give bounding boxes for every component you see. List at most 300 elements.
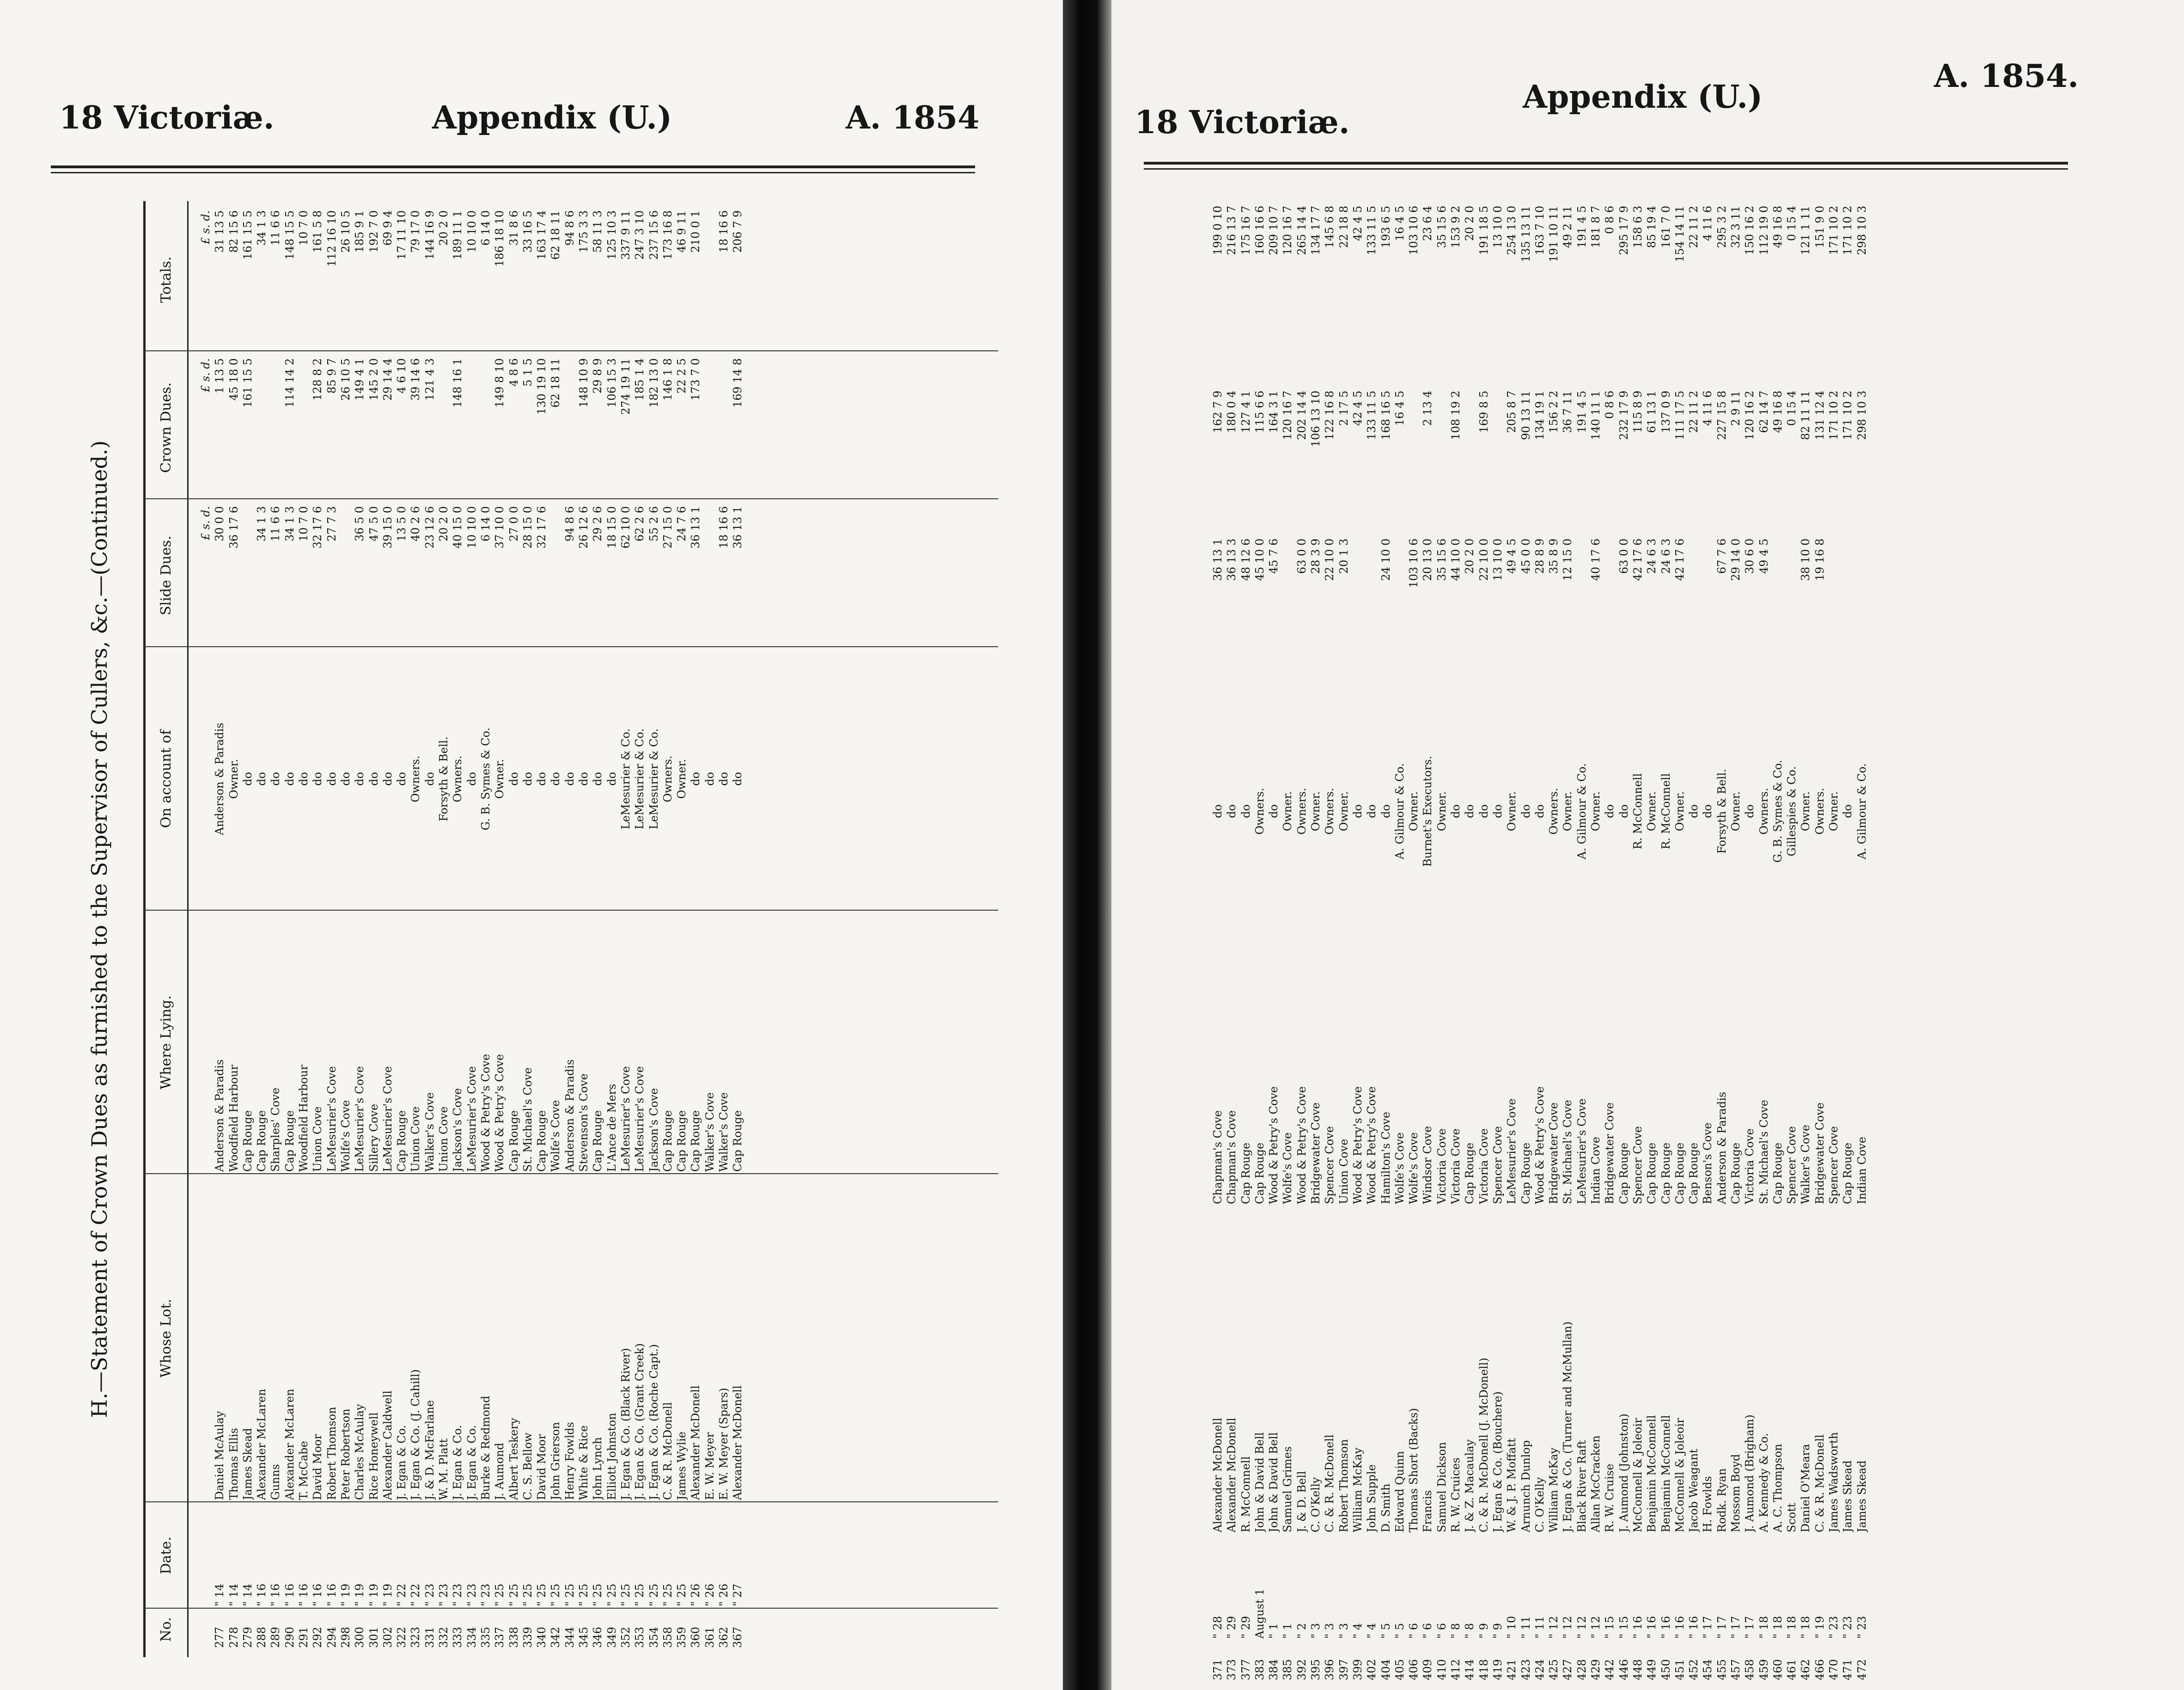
row-where-lying: Spencer Cove [1785,1126,1799,1204]
row-date: " 1 [1281,1623,1294,1639]
row-whose-lot: R. McConnell [1239,1456,1252,1532]
row-where-lying: Victoria Cove [1449,1128,1463,1204]
row-crown-dues: 298 10 3 [1855,391,1868,440]
row-total: 0 15 4 [1785,206,1799,241]
row-slide-dues: 42 17 6 [1673,539,1686,581]
row-number: 301 [367,1627,380,1648]
row-whose-lot: James Wylie [675,1431,689,1500]
row-date: " 25 [577,1583,591,1606]
row-date: " 17 [1729,1616,1742,1639]
table-row [493,201,506,1657]
row-whose-lot: Allan McCracken [1589,1435,1603,1532]
row-on-account-of: do [311,772,324,786]
row-whose-lot: McConnell & Joleoir [1631,1418,1644,1532]
crown-dues-table [87,201,998,1657]
row-total: 62 18 11 [549,210,562,260]
row-crown-dues: 227 15 8 [1715,391,1728,440]
row-total: 209 10 7 [1267,206,1281,255]
table-row [1449,192,1463,1690]
table-row [1729,192,1743,1690]
row-where-lying: Sharples' Cove [269,1087,282,1172]
row-date: " 25 [507,1583,520,1606]
row-where-lying: Spencer Cove [1491,1126,1504,1204]
row-date: " 25 [535,1583,549,1606]
row-date: " 28 [1211,1616,1224,1639]
row-date: " 12 [1589,1616,1603,1639]
row-where-lying: Hamilton's Cove [1379,1111,1392,1204]
row-date: " 19 [339,1583,352,1606]
row-number: 406 [1407,1659,1421,1680]
row-date: " 25 [591,1583,604,1606]
row-on-account-of: Owner. [1729,791,1742,832]
row-on-account-of: Owners. [1253,788,1266,835]
row-where-lying: Cap Rouge [1687,1142,1701,1204]
row-crown-dues: 173 7 0 [689,358,702,401]
table-row [1827,192,1841,1690]
table-row [1603,192,1617,1690]
header-center: Appendix (U.) [1523,79,1763,116]
row-whose-lot: Henry Fowlds [563,1422,576,1500]
row-total: 191 10 11 [1547,206,1561,263]
row-whose-lot: Gunns [269,1464,282,1500]
row-on-account-of: Owner. [1589,791,1603,832]
table-row [353,201,366,1657]
header-left: 18 Victoriæ. [1135,104,1350,141]
row-date: " 25 [605,1583,618,1606]
row-on-account-of: do [605,772,618,786]
row-crown-dues: 16 4 5 [1393,391,1406,426]
row-number: 455 [1715,1659,1728,1680]
row-total: 216 13 7 [1225,206,1238,255]
table-row [1351,192,1365,1690]
row-whose-lot: Black River Raft [1575,1440,1588,1532]
row-on-account-of: do [717,772,730,786]
table-row [1547,192,1561,1690]
row-whose-lot: A. C. Thompson [1771,1444,1784,1532]
row-crown-dues: 202 14 4 [1295,391,1308,440]
row-whose-lot: J. Egan & Co. (Black River) [619,1348,632,1500]
row-number: 427 [1561,1659,1574,1680]
row-whose-lot: Thomas Short (Backs) [1407,1408,1421,1532]
row-crown-dues: 0 15 4 [1785,391,1799,426]
row-where-lying: Benson's Cove [1701,1122,1714,1204]
row-date: " 16 [283,1583,296,1606]
row-date: " 26 [689,1583,702,1606]
row-whose-lot: J. Aumond (Brigham) [1743,1414,1757,1532]
row-total: 112 16 10 [325,210,338,267]
row-on-account-of: do [255,772,268,786]
row-where-lying: Indian Cove [1589,1137,1603,1204]
row-where-lying: Cap Rouge [1617,1142,1630,1204]
row-where-lying: Wood & Petry's Cove [1295,1086,1308,1204]
table-row [409,201,422,1657]
row-slide-dues: 36 13 3 [1225,539,1238,581]
row-where-lying: Cap Rouge [591,1110,604,1172]
row-on-account-of: do [1701,804,1714,818]
table-row [339,201,353,1657]
row-where-lying: Cap Rouge [507,1110,520,1172]
row-whose-lot: Elliott Johnston [605,1413,618,1500]
row-whose-lot: H. Fowlds [1701,1476,1714,1532]
row-date: " 26 [703,1583,716,1606]
row-number: 418 [1477,1659,1490,1680]
row-number: 373 [1225,1659,1238,1680]
row-date: " 9 [1491,1623,1504,1639]
row-date: " 12 [1561,1616,1574,1639]
row-where-lying: Spencer Cove [1827,1126,1841,1204]
row-whose-lot: C. S. Bellow [521,1433,534,1500]
table-row [297,201,311,1657]
table-row [1771,192,1785,1690]
row-number: 395 [1309,1659,1323,1680]
row-number: 279 [241,1627,254,1648]
row-crown-dues: 162 7 9 [1211,391,1224,433]
row-whose-lot: J. & D. McFarlane [423,1400,436,1500]
row-number: 342 [549,1627,562,1648]
table-row [1645,192,1659,1690]
row-number: 360 [689,1627,702,1648]
row-slide-dues: 42 17 6 [1631,539,1644,581]
row-crown-dues: 149 8 10 [493,358,506,408]
row-on-account-of: Owners. [1295,788,1308,835]
header-rule-thin [1144,168,2068,170]
row-slide-dues: 32 17 6 [535,506,549,549]
row-whose-lot: James Wadsworth [1827,1432,1841,1532]
row-where-lying: Cap Rouge [255,1110,268,1172]
row-on-account-of: do [577,772,591,786]
row-crown-dues: 149 4 1 [353,358,366,401]
row-total: 161 7 0 [1659,206,1672,248]
row-crown-dues: 146 1 8 [661,358,674,401]
row-crown-dues: 131 12 4 [1813,391,1826,440]
row-date: " 16 [1687,1616,1701,1639]
row-number: 302 [381,1627,394,1648]
row-where-lying: Cap Rouge [661,1110,674,1172]
row-total: 161 5 8 [311,210,324,253]
row-number: 402 [1365,1659,1379,1680]
row-date: " 11 [1533,1616,1546,1639]
row-where-lying: LeMesurier's Cove [1575,1098,1588,1204]
row-slide-dues: 62 2 6 [633,506,647,542]
row-number: 300 [353,1627,366,1648]
row-where-lying: Windsor Cove [1421,1126,1434,1204]
header-right: A. 1854. [1934,58,2079,95]
row-date: " 17 [1715,1616,1728,1639]
table-row [1673,192,1687,1690]
row-crown-dues: 36 7 11 [1561,391,1574,433]
row-slide-dues: 18 15 0 [605,506,618,549]
row-on-account-of: Owner. [1799,791,1812,832]
row-date: " 3 [1309,1623,1323,1639]
row-slide-dues: 36 5 0 [353,506,366,542]
row-crown-dues: 45 18 0 [227,358,240,401]
row-where-lying: Walker's Cove [703,1092,716,1172]
row-on-account-of: do [423,772,436,786]
row-crown-dues: 182 13 0 [647,358,660,408]
row-total: 31 13 5 [213,210,226,253]
row-number: 344 [563,1627,576,1648]
row-number: 288 [255,1627,268,1648]
row-whose-lot: W. & J. P. Moffatt [1505,1438,1519,1532]
row-on-account-of: do [549,772,562,786]
row-number: 459 [1757,1659,1770,1680]
row-slide-dues: 27 0 0 [507,506,520,542]
row-slide-dues: 28 15 0 [521,506,534,549]
row-total: 0 8 6 [1603,206,1617,234]
row-slide-dues: 23 12 6 [423,506,436,549]
row-total: 295 3 2 [1715,206,1728,248]
row-date: " 8 [1463,1623,1476,1639]
row-slide-dues: 32 17 6 [311,506,324,549]
row-where-lying: Chapman's Cove [1211,1110,1224,1204]
row-where-lying: LeMesurier's Cove [1505,1098,1519,1204]
row-slide-dues: 13 5 0 [395,506,409,542]
row-number: 298 [339,1627,352,1648]
row-whose-lot: C. & R. McDonell [1323,1434,1336,1532]
row-whose-lot: William McKay [1547,1447,1561,1532]
row-slide-dues: 34 1 3 [255,506,268,542]
left-page [0,0,1063,1690]
column-headers [143,201,189,1657]
row-slide-dues: 20 2 0 [437,506,451,542]
row-crown-dues: 120 16 7 [1281,391,1294,440]
row-whose-lot: Daniel O'Meara [1799,1444,1812,1532]
table-row [1561,192,1574,1690]
table-row [1337,192,1351,1690]
header-right: A. 1854 [846,99,980,136]
row-slide-dues: 62 10 0 [619,506,632,549]
row-number: 371 [1211,1659,1224,1680]
row-total: 175 3 3 [577,210,591,253]
row-number: 471 [1841,1659,1855,1680]
row-whose-lot: David Moor [535,1434,549,1500]
row-crown-dues: 122 16 8 [1323,391,1336,440]
row-where-lying: Wolfe's Cove [1407,1132,1421,1204]
row-where-lying: Wood & Petry's Cove [1533,1086,1546,1204]
row-crown-dues: 111 17 5 [1673,391,1686,440]
row-slide-dues: 27 7 3 [325,506,338,542]
row-slide-dues: 35 8 9 [1547,539,1561,574]
row-slide-dues: 20 13 0 [1421,539,1434,581]
row-where-lying: Bridgewater Cove [1813,1102,1826,1204]
row-total: 145 6 8 [1323,206,1336,248]
row-total: 22 11 2 [1687,206,1701,248]
row-date: " 5 [1379,1623,1392,1639]
row-total: 254 13 0 [1505,206,1519,255]
row-where-lying: Woodfield Harbour [227,1065,240,1172]
row-where-lying: Indian Cove [1855,1137,1868,1204]
table-row [535,201,549,1657]
row-date: " 17 [1743,1616,1757,1639]
table-row [731,201,744,1657]
row-number: 419 [1491,1659,1504,1680]
row-where-lying: Walker's Cove [717,1092,730,1172]
row-where-lying: Jackson's Cove [647,1088,660,1172]
table-row [1519,192,1533,1690]
row-on-account-of: do [535,772,549,786]
row-total: 34 1 3 [255,210,268,246]
row-total: 85 19 4 [1645,206,1659,248]
row-slide-dues: 27 15 0 [661,506,674,549]
table-row [1407,192,1421,1690]
row-crown-dues: 39 14 6 [409,358,422,401]
row-where-lying: St. Michael's Cove [1561,1100,1574,1204]
row-whose-lot: Alexander McDonell [731,1385,744,1500]
row-crown-dues: 140 11 1 [1589,391,1603,440]
crown-dues-table-continued [1174,192,2084,1690]
table-row [1211,192,1225,1690]
row-number: 345 [577,1627,591,1648]
row-date: " 6 [1421,1623,1434,1639]
row-number: 451 [1673,1659,1686,1680]
row-number: 339 [521,1627,534,1648]
row-date: " 14 [241,1583,254,1606]
row-crown-dues: 106 15 3 [605,358,618,408]
row-where-lying: Victoria Cove [1743,1128,1757,1204]
row-crown-dues: 171 10 2 [1841,391,1855,440]
row-total: 20 2 0 [1463,206,1476,241]
table-title: H.—Statement of Crown Dues as furnished to the Supervisor of Cullers, &c.—(Continued.) [87,440,112,1418]
row-whose-lot: White & Rice [577,1425,591,1500]
row-slide-dues: 22 10 0 [1477,539,1490,581]
row-number: 472 [1855,1659,1868,1680]
row-date: " 14 [227,1583,240,1606]
row-on-account-of: do [339,772,352,786]
row-number: 412 [1449,1659,1463,1680]
row-crown-dues: 191 4 5 [1575,391,1588,433]
row-on-account-of: Owner. [1673,791,1686,832]
row-whose-lot: Albert Teskery [507,1418,520,1500]
row-where-lying: Jackson's Cove [451,1088,464,1172]
row-where-lying: Chapman's Cove [1225,1110,1238,1204]
row-where-lying: Wood & Petry's Cove [1267,1086,1281,1204]
row-where-lying: Cap Rouge [1645,1142,1659,1204]
row-crown-dues: 22 11 2 [1687,391,1701,433]
row-date: " 25 [619,1583,632,1606]
row-slide-dues: 36 13 1 [1211,539,1224,581]
row-whose-lot: T. McCabe [297,1441,311,1500]
row-number: 448 [1631,1659,1644,1680]
row-on-account-of: R. McConnell [1659,773,1672,850]
table-row [1799,192,1812,1690]
row-slide-dues: 30 0 0 [213,506,226,542]
header-left: 18 Victoriæ. [59,99,275,136]
row-date: " 5 [1393,1623,1406,1639]
row-where-lying: LeMesurier's Cove [325,1066,338,1172]
table-row [1855,192,1869,1690]
row-date: " 22 [395,1583,409,1606]
row-on-account-of: Owners. [1757,788,1770,835]
row-crown-dues: 133 11 5 [1365,391,1379,440]
row-number: 410 [1435,1659,1448,1680]
row-number: 461 [1785,1659,1799,1680]
row-on-account-of: do [465,772,478,786]
row-date: " 25 [675,1583,689,1606]
table-row [241,201,255,1657]
row-crown-dues: 171 10 2 [1827,391,1841,440]
row-whose-lot: E. W. Meyer (Spars) [717,1388,730,1500]
row-on-account-of: do [381,772,394,786]
row-whose-lot: Alexander McDonell [1211,1418,1224,1532]
row-number: 405 [1393,1659,1406,1680]
row-whose-lot: Daniel McAulay [213,1411,226,1500]
row-number: 466 [1813,1659,1826,1680]
col-whose-lot: Whose Lot. [158,1298,174,1378]
row-whose-lot: Peter Robertson [339,1408,352,1500]
row-total: 4 11 6 [1701,206,1714,241]
row-number: 409 [1421,1659,1434,1680]
row-crown-dues: 42 4 5 [1351,391,1364,426]
row-on-account-of: do [269,772,282,786]
row-where-lying: Cap Rouge [731,1110,744,1172]
row-on-account-of: Owners. [451,755,464,802]
row-date: " 29 [1225,1616,1238,1639]
row-crown-dues: 5 1 5 [521,358,534,387]
row-on-account-of: Owner. [1505,791,1519,832]
row-on-account-of: Owner. [675,759,689,799]
row-total: 153 9 2 [1449,206,1463,248]
row-on-account-of: Owner. [493,759,506,799]
table-row [1393,192,1407,1690]
row-number: 340 [535,1627,549,1648]
row-date: " 16 [255,1583,268,1606]
row-total: 171 10 2 [1827,206,1841,255]
row-on-account-of: Owners. [1547,788,1561,835]
row-number: 421 [1505,1659,1519,1680]
table-row [675,201,689,1657]
row-date: " 1 [1267,1623,1281,1639]
row-whose-lot: Mossom Boyd [1729,1454,1742,1532]
row-slide-dues: 36 13 1 [731,506,744,549]
row-where-lying: LeMesurier's Cove [619,1066,632,1172]
row-whose-lot: R. W. Cruise [1603,1463,1617,1532]
row-slide-dues: 34 1 3 [283,506,296,542]
row-where-lying: Cap Rouge [1673,1142,1686,1204]
row-where-lying: LeMesurier's Cove [633,1066,647,1172]
table-row [367,201,381,1657]
row-number: 383 [1253,1659,1266,1680]
row-on-account-of: do [1603,804,1617,818]
row-whose-lot: C. & R. McDonell [1813,1434,1826,1532]
row-on-account-of: do [1841,804,1855,818]
row-whose-lot: J. & Z. Macaulay [1463,1439,1476,1532]
table-row [1365,192,1379,1690]
row-date: " 9 [1477,1623,1490,1639]
unit-total: £ s. d. [199,210,212,245]
table-row [423,201,437,1657]
row-total: 94 8 6 [563,210,576,246]
row-whose-lot: Thomas Ellis [227,1428,240,1500]
row-total: 171 10 2 [1841,206,1855,255]
row-number: 454 [1701,1659,1714,1680]
row-on-account-of: Owner. [1561,791,1574,832]
row-total: 186 18 10 [493,210,506,267]
row-slide-dues: 10 10 0 [465,506,478,549]
table-row [1785,192,1799,1690]
row-whose-lot: J. Egan & Co. (Bouchere) [1491,1391,1504,1532]
row-crown-dues: 168 16 5 [1379,391,1392,440]
row-crown-dues: 169 8 5 [1477,391,1490,433]
row-date: " 23 [479,1583,492,1606]
row-whose-lot: J. & D. Bell [1295,1471,1308,1532]
row-slide-dues: 20 1 3 [1337,539,1350,574]
row-on-account-of: do [325,772,338,786]
row-total: 173 16 8 [661,210,674,260]
col-slide-dues: Slide Dues. [158,535,174,616]
row-where-lying: Union Cove [311,1106,324,1172]
row-crown-dues: 134 19 1 [1533,391,1546,440]
row-number: 291 [297,1627,311,1648]
